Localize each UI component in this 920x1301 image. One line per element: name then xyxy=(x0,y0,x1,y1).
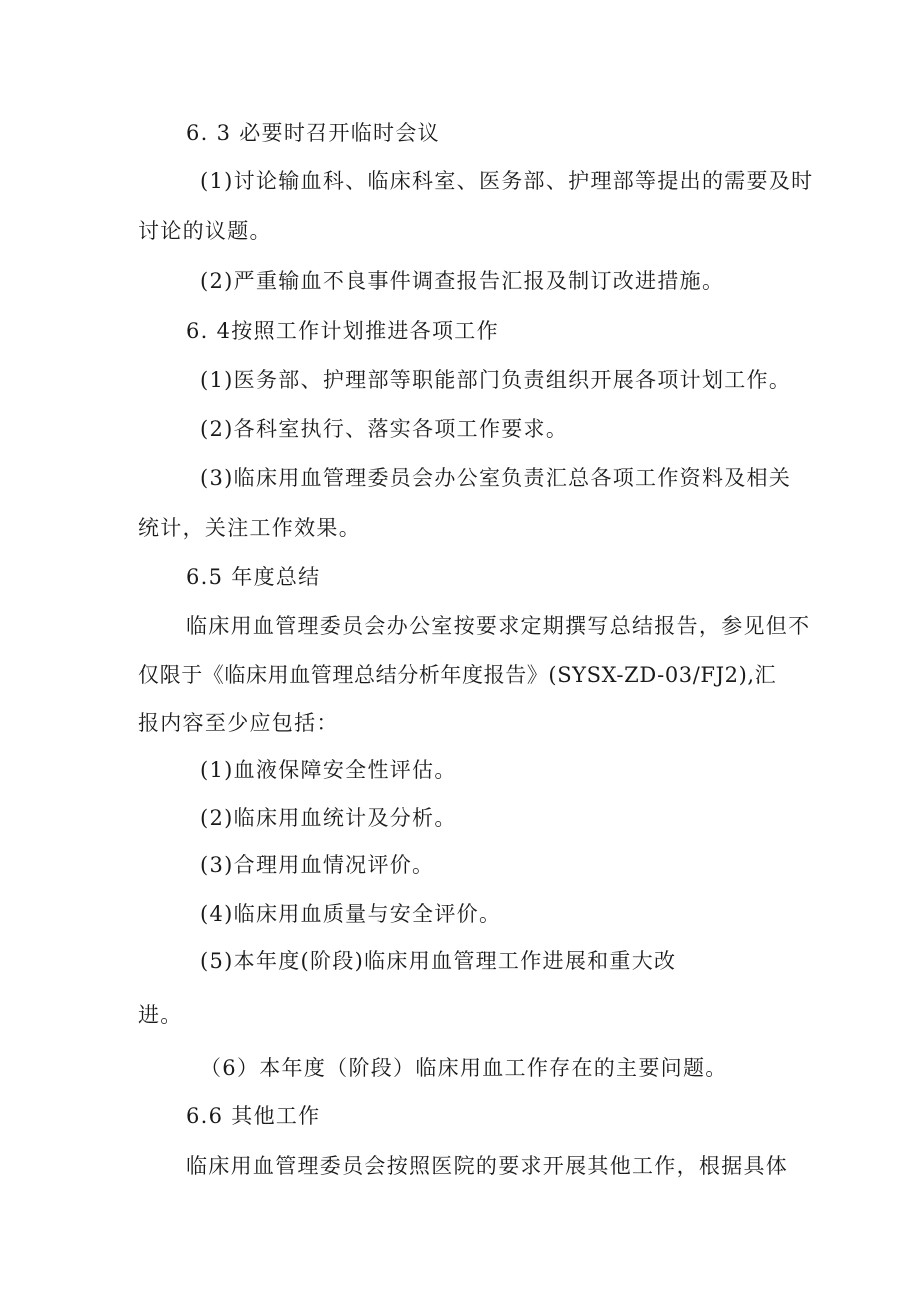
paragraph-line: 报内容至少应包括： xyxy=(138,711,339,735)
paragraph-continuation: 统计，关注工作效果。 xyxy=(138,516,361,540)
list-item-3: (3)合理用血情况评价。 xyxy=(200,853,435,877)
list-item-1: (1)讨论输血科、临床科室、医务部、护理部等提出的需要及时 xyxy=(200,169,814,193)
paragraph-continuation: 讨论的议题。 xyxy=(138,219,272,243)
list-item-2: (2)各科室执行、落实各项工作要求。 xyxy=(200,417,569,441)
list-item-1: (1)血液保障安全性评估。 xyxy=(200,758,457,782)
paragraph-line: 临床用血管理委员会办公室按要求定期撰写总结报告，参见但不 xyxy=(186,614,811,638)
list-item-3: (3)临床用血管理委员会办公室负责汇总各项工作资料及相关 xyxy=(200,466,792,490)
section-heading-6-4: 6. 4按照工作计划推进各项工作 xyxy=(186,319,499,343)
paragraph-line: 仅限于《临床用血管理总结分析年度报告》(SYSX-ZD-03/FJ2),汇 xyxy=(138,663,777,687)
list-item-2: (2)临床用血统计及分析。 xyxy=(200,806,457,830)
list-item-6: （6）本年度（阶段）临床用血工作存在的主要问题。 xyxy=(200,1056,728,1080)
list-item-2: (2)严重输血不良事件调查报告汇报及制订改进措施。 xyxy=(200,269,725,293)
section-heading-6-3: 6. 3 必要时召开临时会议 xyxy=(186,121,440,145)
paragraph-line: 临床用血管理委员会按照医院的要求开展其他工作，根据具体 xyxy=(186,1154,789,1178)
list-item-4: (4)临床用血质量与安全评价。 xyxy=(200,902,502,926)
paragraph-continuation: 进。 xyxy=(138,1003,183,1027)
section-heading-6-5: 6.5 年度总结 xyxy=(186,565,321,589)
list-item-5: (5)本年度(阶段)临床用血管理工作进展和重大改 xyxy=(200,949,677,973)
list-item-1: (1)医务部、护理部等职能部门负责组织开展各项计划工作。 xyxy=(200,368,792,392)
section-heading-6-6: 6.6 其他工作 xyxy=(186,1104,321,1128)
